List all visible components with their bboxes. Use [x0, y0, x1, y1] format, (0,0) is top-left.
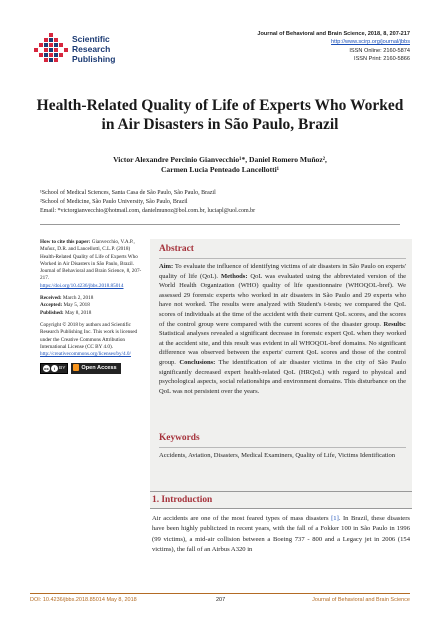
abstract-heading: Abstract	[159, 244, 194, 254]
publisher-logo-text	[72, 34, 115, 64]
logo-line: Research	[72, 44, 111, 54]
divider	[40, 224, 400, 225]
journal-url-link[interactable]: http://www.scirp.org/journal/jbbs	[331, 39, 410, 46]
publisher-logo[interactable]	[34, 30, 152, 72]
received-date: March 2, 2018	[61, 295, 94, 302]
intro-top-divider	[150, 491, 412, 492]
aim-label: Aim:	[159, 263, 174, 270]
reference-link[interactable]: [1]	[331, 515, 339, 522]
methods-text: QoL was evaluated using the abbreviated version of the World Health Organization (WHO) quality of life questionnaire (WHOQOL-bref). We assessed 29 forensic experts who worked in air disasters in São Paulo and 29 experts who have not worked. The results were analyzed with Student's t-tests; we compared the QoL scores of individuals at the time of the accident with their current QoL scores, and the scores of the control group were compared with the current scores of the disaster group.	[159, 272, 407, 328]
keywords-text: Accidents, Aviation, Disasters, Medical Examiners, Quality of Life, Victims Identification	[159, 452, 396, 459]
footer-journal: Journal of Behavioral and Brain Science	[312, 597, 410, 603]
logo-line: Publishing	[72, 54, 116, 64]
accepted-date: May 5, 2018	[62, 302, 90, 309]
cite-text: Gianvecchio, V.A.P., Muñoz, D.R. and Lancellotti, C.L.P. (2018) Health-Related Quality of Life of Experts Who Worked in Air Disasters in São Paulo, Brazil. Journal of Behavioral and Brain Science, 8, 207-217.	[40, 239, 142, 282]
cc-badge-label: BY	[59, 366, 66, 372]
conclusions-label: Conclusions:	[179, 358, 216, 366]
issn-print: ISSN Print: 2160-5866	[354, 56, 410, 63]
introduction-heading: 1. Introduction	[152, 495, 213, 505]
affiliations	[40, 189, 255, 216]
intro-text-part: . In Brazil, these disasters have been highly publicized in recent years, with the fall of a Fokker 100 in São Paulo in 1996 (99 victims), a mid-air collision between a Boeing 737 - 800 and a Legacy jet in 2006 (154 victims), the fall of an Airbus A320 in	[152, 515, 410, 553]
aim-text: To evaluate the influence of identifying victims of air disasters in São Paulo on experts' quality of life (QoL).	[159, 263, 406, 280]
footer-doi: DOI: 10.4236/jbbs.2018.85014 May 8, 2018	[30, 597, 137, 603]
authors-line: Victor Alexandre Percinio Gianvecchio¹*, Daniel Romero Muñoz²,	[113, 155, 327, 164]
scirp-logo-icon	[34, 32, 68, 66]
journal-citation: Journal of Behavioral and Brain Science, 2018, 8, 207-217	[257, 31, 410, 37]
published-date: May 8, 2018	[63, 309, 92, 316]
email-line[interactable]: Email: *victorgianvecchio@hotmail.com, danielmunoz@bol.com.br, luciapl@uol.com.br	[40, 208, 256, 214]
results-text: Statistical analyses revealed a significant decrease in forensic expert QoL when they worked at the accident site, and this result was evident in all WHOQOL-bref domains. No significant difference was observed between the experts' current QoL scores and those of the control group.	[159, 330, 406, 366]
cite-doi-link[interactable]: https://doi.org/10.4236/jbbs.2018.85014	[40, 282, 124, 289]
footer-divider	[30, 593, 410, 594]
keywords-heading: Keywords	[159, 433, 200, 443]
open-lock-icon	[73, 364, 79, 371]
keywords-divider	[159, 447, 406, 448]
conclusions-text: The identification of air disaster victims in the city of São Paulo significantly decreased expert health-related QoL (HRQoL) with regard to physical and psychological aspects, social relationships and environment domains. This disturbance on the QoL was not persistent over the years.	[159, 358, 406, 395]
methods-label: Methods:	[220, 272, 248, 280]
published-label: Published:	[40, 309, 64, 316]
copyright-text: Copyright © 2018 by authors and Scientific Research Publishing Inc. This work is licensed under the Creative Commons Attribution International License (CC BY 4.0).	[40, 321, 138, 350]
page-number: 207	[216, 597, 226, 603]
article-sidebar	[40, 239, 144, 375]
license-badges	[40, 363, 144, 375]
open-access-label: Open Access	[81, 365, 117, 372]
abstract-divider	[159, 258, 406, 259]
abstract-text	[159, 262, 406, 396]
intro-text-part: Air accidents are one of the most feared types of mass disasters	[152, 515, 332, 522]
article-dates	[40, 295, 144, 317]
received-label: Received:	[40, 295, 62, 302]
license-link[interactable]: http://creativecommons.org/licenses/by/4.0/	[40, 351, 131, 358]
affiliation: ²School of Medicine, São Paulo University, São Paulo, Brazil	[40, 199, 188, 205]
logo-line: Scientific	[72, 34, 110, 44]
intro-divider	[150, 508, 412, 509]
results-label: Results:	[383, 320, 406, 328]
journal-info	[257, 30, 410, 64]
affiliation: ¹School of Medical Sciences, Santa Casa de São Paulo, São Paulo, Brazil	[40, 190, 216, 196]
copyright-notice	[40, 322, 144, 358]
issn-online: ISSN Online: 2160-5874	[349, 47, 410, 54]
cc-icon: cc	[44, 365, 49, 371]
article-title: Health-Related Quality of Life of Experts Who Worked in Air Disasters in São Paulo, Brazil	[36, 97, 404, 133]
author-list	[30, 155, 410, 175]
accepted-label: Accepted:	[40, 302, 63, 309]
cite-label: How to cite this paper:	[40, 239, 91, 245]
person-icon: i	[51, 365, 58, 372]
introduction-text	[152, 514, 410, 555]
authors-line: Carmen Lucia Penteado Lancellotti¹	[160, 165, 280, 174]
cc-by-badge[interactable]	[40, 363, 68, 374]
open-access-badge[interactable]	[71, 363, 120, 374]
how-to-cite	[40, 239, 144, 290]
